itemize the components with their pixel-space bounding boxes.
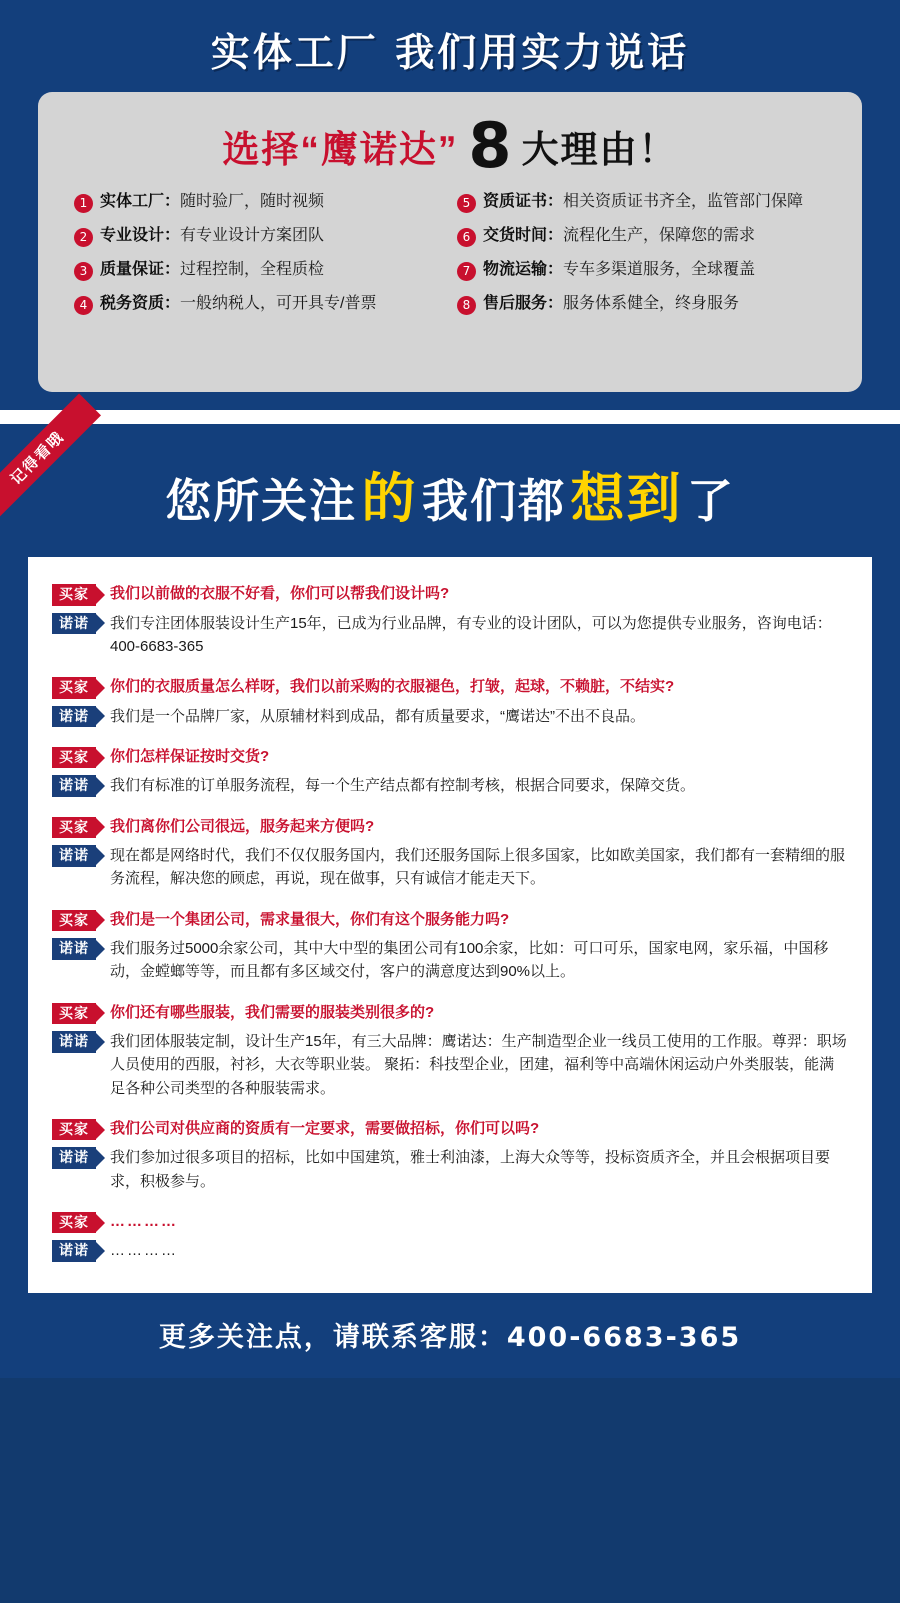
reason-label: 质量保证： — [100, 260, 181, 278]
faq-title-part-2: 的 — [361, 467, 418, 530]
qa-block — [52, 1211, 848, 1263]
reason-text: 相关资质证书齐全，监管部门保障 — [563, 192, 804, 210]
reason-label: 售后服务： — [483, 294, 564, 312]
headline-big-number: 8 — [468, 109, 512, 182]
answer-text: 我们参加过很多项目的招标，比如中国建筑，雅士利油漆，上海大众等等，投标资质齐全，并且会根据项目要求，积极参与。 — [110, 1149, 831, 1190]
reason-item — [457, 260, 826, 281]
reason-text: 一般纳税人，可开具专/普票 — [180, 294, 377, 312]
question-text: 我们公司对供应商的资质有一定要求，需要做招标，你们可以吗? — [110, 1119, 540, 1137]
qa-block — [52, 909, 848, 984]
qa-block — [52, 746, 848, 798]
answer-line — [52, 774, 848, 797]
faq-card — [28, 557, 872, 1293]
reason-number: 8 — [457, 296, 476, 315]
reason-item — [457, 226, 826, 247]
answer-tag: 诺诺 — [52, 938, 96, 960]
reasons-headline — [64, 109, 836, 182]
question-text: 我们是一个集团公司，需求量很大，你们有这个服务能力吗? — [110, 910, 510, 928]
faq-title — [0, 424, 900, 557]
question-line — [52, 816, 848, 839]
reason-label: 实体工厂： — [100, 192, 181, 210]
reason-text: 服务体系健全，终身服务 — [563, 294, 740, 312]
reason-label: 专业设计： — [100, 226, 181, 244]
answer-line — [52, 612, 848, 659]
qa-block — [52, 816, 848, 891]
question-text: 你们怎样保证按时交货? — [110, 747, 270, 765]
reason-text: 随时验厂，随时视频 — [180, 192, 325, 210]
question-line — [52, 676, 848, 699]
headline-black-part: 大理由！ — [521, 128, 678, 170]
qa-block — [52, 1118, 848, 1193]
reason-text: 流程化生产，保障您的需求 — [563, 226, 756, 244]
buyer-tag: 买家 — [52, 1003, 96, 1025]
question-text: 我们离你们公司很远，服务起来方便吗? — [110, 817, 375, 835]
reason-item — [74, 294, 443, 315]
buyer-tag: 买家 — [52, 817, 96, 839]
qa-block — [52, 676, 848, 728]
faq-title-part-3: 我们都 — [422, 474, 566, 528]
reason-text: 过程控制，全程质检 — [180, 260, 325, 278]
qa-block — [52, 1002, 848, 1100]
headline-red-part: 选择“鹰诺达” — [222, 128, 459, 170]
footer-contact: 更多关注点，请联系客服：400-6683-365 — [0, 1293, 900, 1378]
buyer-tag: 买家 — [52, 747, 96, 769]
reason-number: 5 — [457, 194, 476, 213]
answer-line — [52, 937, 848, 984]
question-text: ………… — [110, 1212, 178, 1230]
answer-tag: 诺诺 — [52, 613, 96, 635]
question-line — [52, 1211, 848, 1234]
reason-number: 6 — [457, 228, 476, 247]
answer-text: ………… — [110, 1242, 178, 1260]
reason-item — [457, 192, 826, 213]
reasons-card — [38, 92, 862, 392]
question-text: 我们以前做的衣服不好看，你们可以帮我们设计吗? — [110, 585, 450, 602]
buyer-tag: 买家 — [52, 1212, 96, 1234]
question-text: 你们的衣服质量怎么样呀，我们以前采购的衣服褪色，打皱，起球，不赖脏，不结实? — [110, 678, 675, 695]
section-faq — [0, 417, 900, 1378]
answer-line — [52, 844, 848, 891]
buyer-tag: 买家 — [52, 910, 96, 932]
answer-text: 现在都是网络时代，我们不仅仅服务国内，我们还服务国际上很多国家，比如欧美国家，我们都有一套精细的服务流程，解决您的顾虑，再说，现在做事，只有诚信才能走天下。 — [110, 847, 846, 888]
reason-text: 专车多渠道服务，全球覆盖 — [563, 260, 756, 278]
buyer-tag: 买家 — [52, 677, 96, 699]
reason-number: 3 — [74, 262, 93, 281]
banner-title: 实体工厂 我们用实力说话 — [210, 31, 690, 76]
answer-tag: 诺诺 — [52, 1147, 96, 1169]
answer-line — [52, 1030, 848, 1100]
reason-label: 交货时间： — [483, 226, 564, 244]
answer-text: 我们团体服装定制，设计生产15年，有三大品牌：鹰诺达：生产制造型企业一线员工使用的工作服。尊羿：职场人员使用的西服，衬衫，大衣等职业装。 聚拓：科技型企业，团建，福利等中高端休闲运动户外类服装，能满足各种公司类型的各种服装需求。 — [110, 1033, 847, 1097]
reason-number: 7 — [457, 262, 476, 281]
faq-title-part-5: 了 — [686, 474, 735, 528]
reason-item — [74, 260, 443, 281]
answer-line — [52, 1239, 848, 1262]
reasons-grid — [64, 192, 836, 315]
qa-block — [52, 583, 848, 658]
reason-number: 1 — [74, 194, 93, 213]
answer-text: 我们有标准的订单服务流程，每一个生产结点都有控制考核，根据合同要求，保障交货。 — [110, 777, 696, 795]
section-eight-reasons — [0, 0, 900, 410]
answer-tag: 诺诺 — [52, 1240, 96, 1262]
answer-text: 我们服务过5000余家公司，其中大中型的集团公司有100余家，比如：可口可乐，国家电网，家乐福，中国移动，金螳螂等等，而且都有多区域交付，客户的满意度达到90%以上。 — [110, 940, 829, 981]
answer-line — [52, 1146, 848, 1193]
question-line — [52, 583, 848, 606]
reason-item — [457, 294, 826, 315]
reason-number: 2 — [74, 228, 93, 247]
reason-number: 4 — [74, 296, 93, 315]
answer-tag: 诺诺 — [52, 845, 96, 867]
buyer-tag: 买家 — [52, 584, 96, 606]
question-line — [52, 1002, 848, 1025]
answer-text: 我们是一个品牌厂家，从原辅材料到成品，都有质量要求，“鹰诺达”不出不良品。 — [110, 707, 645, 725]
reason-label: 资质证书： — [483, 192, 564, 210]
buyer-tag: 买家 — [52, 1119, 96, 1141]
answer-line — [52, 705, 848, 728]
reason-label: 物流运输： — [483, 260, 564, 278]
reason-text: 有专业设计方案团队 — [180, 226, 325, 244]
question-line — [52, 746, 848, 769]
answer-tag: 诺诺 — [52, 775, 96, 797]
answer-tag: 诺诺 — [52, 1031, 96, 1053]
question-line — [52, 1118, 848, 1141]
question-text: 你们还有哪些服装，我们需要的服装类别很多的? — [110, 1003, 435, 1021]
question-line — [52, 909, 848, 932]
faq-title-part-4: 想到 — [570, 467, 683, 530]
faq-title-part-1: 您所关注 — [165, 474, 358, 528]
answer-tag: 诺诺 — [52, 706, 96, 728]
corner-ribbon: 记得看哦 — [0, 394, 101, 522]
reason-item — [74, 192, 443, 213]
section-divider — [0, 410, 900, 417]
reason-item — [74, 226, 443, 247]
reason-label: 税务资质： — [100, 294, 181, 312]
answer-text: 我们专注团体服装设计生产15年，已成为行业品牌，有专业的设计团队，可以为您提供专业服务，咨询电话：400-6683-365 — [110, 614, 832, 655]
